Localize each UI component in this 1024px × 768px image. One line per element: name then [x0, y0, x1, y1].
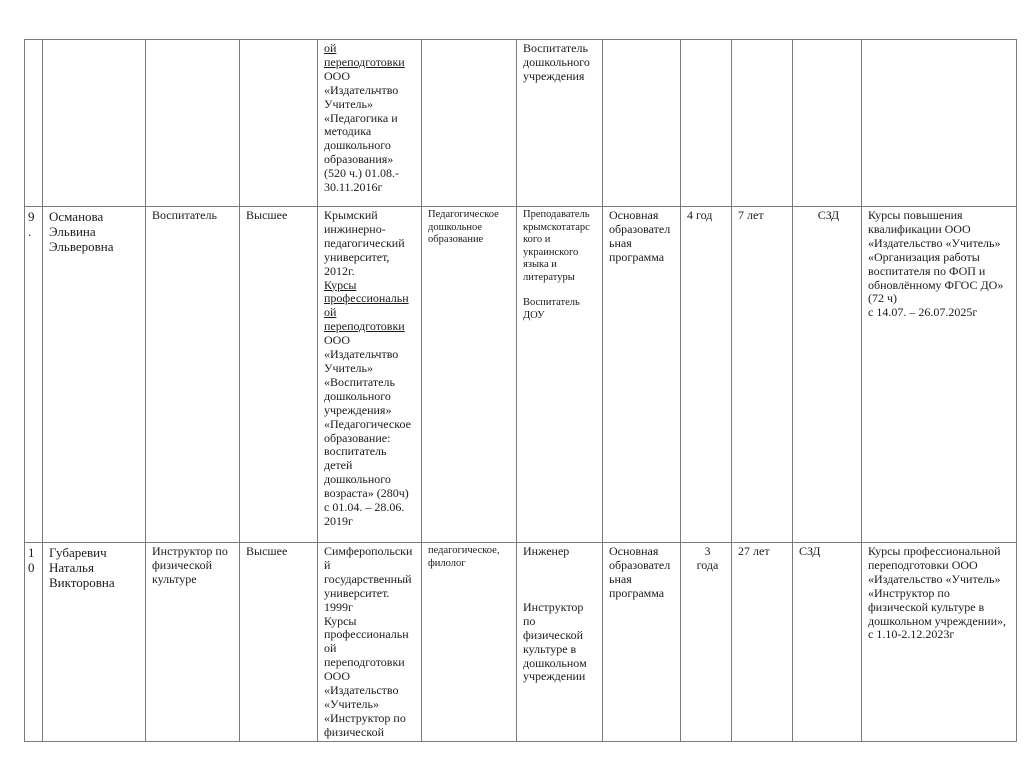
qualification [517, 207, 603, 543]
courses-line: Курсы повышения [868, 208, 963, 222]
institution-line: «Издательство [324, 683, 399, 698]
table-row [25, 207, 1017, 543]
courses [862, 207, 1017, 543]
program [603, 40, 681, 207]
row-number-digit: . [28, 224, 32, 239]
first-name: Наталья [49, 560, 94, 575]
institution-line: переподготовки [324, 319, 405, 334]
qualification-line: литературы [523, 271, 575, 283]
program-line: Основная [609, 208, 659, 222]
qualification-line: Инженер [523, 544, 570, 558]
institution-line: ой [324, 41, 337, 55]
institution-line: воспитатель [324, 444, 387, 459]
row-number [25, 40, 43, 207]
courses-line: физической культуре в [868, 599, 985, 614]
institution-line: учреждения» [324, 402, 392, 417]
qualification-line: кого и [523, 234, 551, 245]
teaching-experience: 7 лет [732, 207, 793, 543]
courses-line: с 14.07. – 26.07.2025г [868, 305, 978, 320]
institution-line: физической [324, 724, 384, 739]
program-line: программа [609, 585, 665, 600]
institution-line: с 01.04. – 28.06. [324, 500, 405, 515]
qualification-line: языка и [523, 259, 557, 270]
institution-line: «Учитель» [324, 696, 379, 711]
institution-line: образования» [324, 152, 394, 167]
spacer [523, 559, 599, 601]
total-experience [681, 40, 732, 207]
institution-line: «Инструктор по [324, 710, 406, 725]
courses-line: (72 ч) [868, 291, 898, 306]
courses-line: квалификации ООО [868, 221, 971, 236]
qualification-line: учреждении [523, 669, 586, 684]
institution-line: «Педагогическое [324, 416, 411, 431]
institution-line: «Педагогика и [324, 110, 398, 125]
row-number-digit: 0 [28, 560, 35, 575]
institution-line: образование: [324, 430, 391, 445]
program-line: программа [609, 249, 665, 264]
program-line: ьная [609, 571, 632, 586]
row-number [25, 543, 43, 742]
institution-line: государственный [324, 571, 412, 586]
qualification-line: Воспитатель [523, 297, 580, 308]
education-level: Высшее [240, 207, 318, 543]
total-experience [681, 543, 732, 742]
institution [318, 207, 422, 543]
institution-line: детей [324, 458, 353, 473]
teaching-experience: 27 лет [732, 543, 793, 742]
institution-line: инжинерно- [324, 221, 386, 236]
institution-line: Курсы [324, 613, 357, 628]
program [603, 543, 681, 742]
courses-line: обновлённому ФГОС ДО» [868, 277, 1004, 292]
specialty [422, 40, 517, 207]
institution-line: ой [324, 641, 337, 656]
patronymic: Викторовна [49, 575, 115, 590]
specialty-line: филолог [428, 557, 466, 569]
patronymic: Эльверовна [49, 239, 114, 254]
institution-line: Учитель» [324, 360, 373, 375]
institution-line: Курсы [324, 277, 357, 292]
institution-line: дошкольного [324, 388, 391, 403]
institution-line: «Воспитатель [324, 374, 395, 389]
category: СЗД [793, 543, 862, 742]
courses-line: дошкольном учреждении», [868, 613, 1007, 628]
institution [318, 543, 422, 742]
institution-line: ой [324, 305, 337, 320]
program-line: образовател [609, 557, 671, 572]
education-level: Высшее [240, 543, 318, 742]
courses [862, 543, 1017, 742]
courses [862, 40, 1017, 207]
institution-line: профессиональн [324, 627, 409, 642]
institution-line: 2019г [324, 513, 353, 528]
qualification-line: Воспитатель [523, 41, 588, 55]
table-row [25, 40, 1017, 207]
courses-line: «Издательство «Учитель» [868, 571, 1001, 586]
institution-line: возраста» (280ч) [324, 486, 409, 501]
qualification-line: культуре в [523, 641, 577, 656]
institution-line: 30.11.2016г [324, 180, 383, 195]
row-number [25, 207, 43, 543]
courses-line: воспитателя по ФОП и [868, 263, 986, 278]
qualification-line: дошкольном [523, 655, 587, 670]
institution-line: университет, [324, 249, 390, 264]
institution-line: «Издательчтво [324, 347, 399, 362]
qualification-line: Инструктор [523, 599, 584, 614]
qualification [517, 543, 603, 742]
position [146, 543, 240, 742]
qualification-line: физической [523, 627, 583, 642]
qualification-line: ДОУ [523, 309, 545, 321]
courses-line: «Организация работы [868, 249, 980, 264]
specialty-line: педагогическое, [428, 545, 500, 556]
specialty-line: образование [428, 234, 484, 245]
institution-line: й [324, 557, 331, 572]
institution-line: Крымский [324, 208, 378, 222]
full-name [43, 543, 146, 742]
specialty [422, 207, 517, 543]
courses-line: «Инструктор по [868, 585, 950, 600]
institution-line: университет. [324, 585, 390, 600]
program-line: ьная [609, 235, 632, 250]
qualification-line: Преподаватель [523, 209, 590, 220]
teaching-experience [732, 40, 793, 207]
institution-line: 2012г. [324, 263, 355, 278]
staff-table [24, 39, 1017, 742]
qualification-line: украинского [523, 246, 579, 258]
first-name: Эльвина [49, 224, 96, 239]
qualification-line: дошкольного [523, 54, 590, 69]
row-number-digit: 1 [28, 545, 35, 560]
institution-line: 1999г [324, 599, 353, 614]
qualification-line: по [523, 613, 536, 628]
institution-line: Симферопольски [324, 544, 413, 558]
institution-line: дошкольного [324, 472, 391, 487]
position-line: Инструктор по [152, 544, 228, 558]
table-row [25, 543, 1017, 742]
institution-line: (520 ч.) 01.08.- [324, 166, 400, 181]
category [793, 40, 862, 207]
qualification [517, 40, 603, 207]
institution-line: ООО [324, 669, 350, 684]
surname: Османова [49, 209, 104, 224]
institution-line: методика [324, 124, 372, 139]
program-line: Основная [609, 544, 659, 558]
courses-line: Курсы профессиональной [868, 544, 1001, 558]
position: Воспитатель [146, 207, 240, 543]
courses-line: с 1.10-2.12.2023г [868, 627, 955, 642]
category: СЗД [793, 207, 862, 543]
courses-line: «Издательство «Учитель» [868, 235, 1001, 250]
specialty-line: дошкольное [428, 221, 483, 233]
spacer [523, 284, 599, 297]
institution-line: Учитель» [324, 96, 373, 111]
institution-line: переподготовки [324, 655, 405, 670]
row-number-digit: 9 [28, 209, 35, 224]
total-experience: 4 год [681, 207, 732, 543]
institution-line: дошкольного [324, 138, 391, 153]
institution-line: педагогический [324, 235, 405, 250]
program-line: образовател [609, 221, 671, 236]
full-name [43, 207, 146, 543]
full-name [43, 40, 146, 207]
qualification-line: учреждения [523, 68, 585, 83]
position-line: культуре [152, 571, 197, 586]
qualification-line: крымскотатарс [523, 221, 590, 233]
institution [318, 40, 422, 207]
total-experience-line: 3 [704, 544, 711, 558]
specialty-line: Педагогическое [428, 209, 499, 220]
institution-line: ООО [324, 333, 350, 348]
education-level [240, 40, 318, 207]
surname: Губаревич [49, 545, 107, 560]
institution-line: профессиональн [324, 291, 409, 306]
institution-line: «Издательчтво [324, 82, 399, 97]
courses-line: переподготовки ООО [868, 557, 978, 572]
institution-line: переподготовки [324, 54, 405, 69]
total-experience-line: года [696, 557, 719, 572]
institution-line: ООО [324, 68, 350, 83]
program [603, 207, 681, 543]
position [146, 40, 240, 207]
specialty [422, 543, 517, 742]
position-line: физической [152, 557, 212, 572]
